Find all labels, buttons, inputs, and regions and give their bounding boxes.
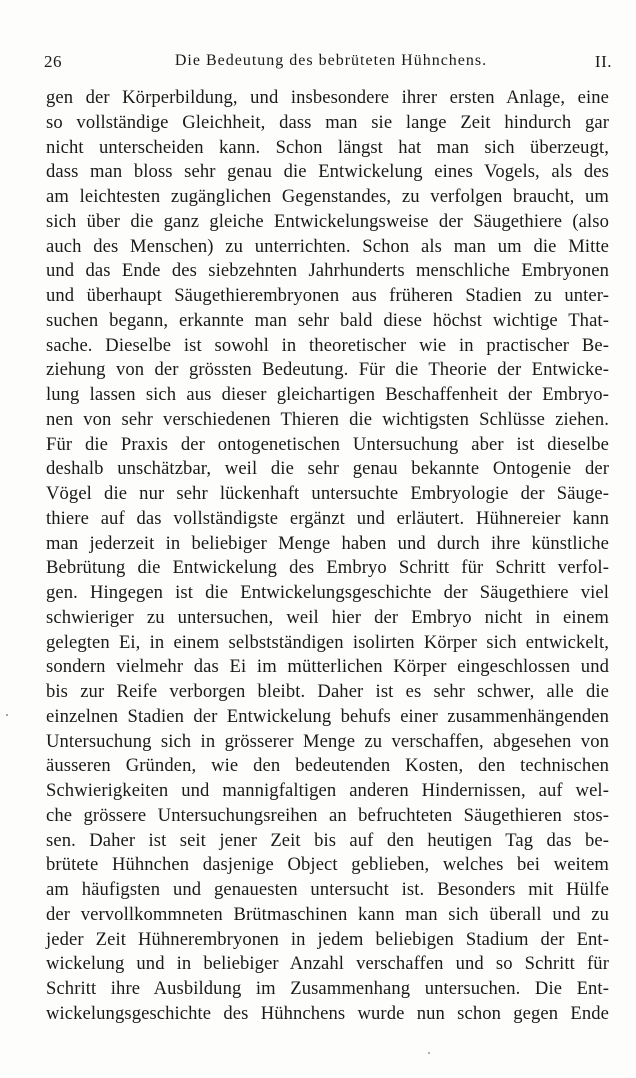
chapter-number: II. — [594, 52, 612, 71]
text-line: Bebrütung die Entwickelung des Embryo Schritt für Schritt verfol- — [46, 557, 609, 579]
text-line: dass man bloss sehr genau die Entwickelung eines Vogels, als des — [46, 161, 609, 183]
text-line: lung lassen sich aus dieser gleichartigen Beschaffenheit der Embryo- — [46, 384, 609, 405]
text-line: bis zur Reife verborgen bleibt. Daher ist es sehr schwer, alle die — [46, 681, 609, 702]
text-line: gelegten Ei, in einem selbstständigen isolirten Körper sich entwickelt, — [46, 631, 609, 653]
text-line: nen von sehr verschiedenen Thieren die wichtigsten Schlüsse ziehen. — [46, 408, 609, 430]
text-line: wickelungsgeschichte des Hühnchens wurde nun schon gegen Ende — [46, 1002, 609, 1024]
text-line: einzelnen Stadien der Entwickelung behufs einer zusammenhängenden — [46, 705, 609, 727]
text-line: Vögel die nur sehr lückenhaft untersuchte Embryologie der Säuge- — [46, 483, 609, 504]
text-line: am häufigsten und genauesten untersucht ist. Besonders mit Hülfe — [46, 879, 609, 900]
text-line: suchen begann, erkannte man sehr bald diese höchst wichtige That- — [46, 309, 609, 331]
page-number: 26 — [44, 52, 62, 71]
text-line: man jederzeit in beliebiger Menge haben und durch ihre künstliche — [46, 532, 609, 554]
text-line: jeder Zeit Hühnerembryonen in jedem beliebigen Stadium der Ent- — [46, 928, 609, 950]
text-line: sondern vielmehr das Ei im mütterlichen Körper eingeschlossen und — [46, 656, 609, 678]
text-line: schwieriger zu untersuchen, weil hier der Embryo nicht in einem — [46, 606, 609, 628]
text-line: sache. Dieselbe ist sowohl in theoretischer wie in practischer Be- — [46, 334, 609, 356]
text-line: Untersuchung sich in grösserer Menge zu verschaffen, abgesehen von — [46, 730, 609, 752]
text-line: brütete Hühnchen dasjenige Object geblieben, welches bei weitem — [46, 854, 609, 876]
running-header — [44, 52, 618, 76]
text-line: der vervollkommneten Brütmaschinen kann man sich überall und zu — [46, 903, 609, 925]
text-line: gen. Hingegen ist die Entwickelungsgeschichte der Säugethiere viel — [46, 582, 609, 603]
text-line: äusseren Gründen, wie den bedeutenden Kosten, den technischen — [46, 755, 609, 777]
text-line: ziehung von der grössten Bedeutung. Für die Theorie der Entwicke- — [46, 359, 609, 381]
text-line: Für die Praxis der ontogenetischen Untersuchung aber ist dieselbe — [46, 433, 609, 455]
text-line: so vollständige Gleichheit, dass man sie lange Zeit hindurch gar — [46, 111, 609, 133]
text-line: deshalb unschätzbar, weil die sehr genau bekannte Ontogenie der — [46, 458, 609, 480]
text-line: wickelung und in beliebiger Anzahl verschaffen und so Schritt für — [46, 953, 609, 975]
text-line: Schritt ihre Ausbildung im Zusammenhang untersuchen. Die Ent- — [46, 978, 609, 999]
text-line: auch des Menschen) zu unterrichten. Schon als man um die Mitte — [46, 235, 609, 257]
text-line: che grössere Untersuchungsreihen an befruchteten Säugethieren stos- — [46, 804, 609, 826]
scan-speck — [6, 714, 8, 716]
text-line: und überhaupt Säugethierembryonen aus früheren Stadien zu unter- — [46, 285, 609, 306]
text-line: Schwierigkeiten und mannigfaltigen anderen Hindernissen, auf wel- — [46, 780, 609, 801]
text-line: gen der Körperbildung, und insbesondere ihrer ersten Anlage, eine — [46, 87, 609, 108]
scan-speck — [428, 1052, 430, 1054]
body-text — [46, 86, 609, 1027]
text-line: thiere auf das vollständigste ergänzt und erläutert. Hühnereier kann — [46, 507, 609, 529]
text-line: sich über die ganz gleiche Entwickelungsweise der Säugethiere (also — [46, 210, 609, 232]
text-line: und das Ende des siebzehnten Jahrhunderts menschliche Embryonen — [46, 260, 609, 282]
text-line: am leichtesten zugänglichen Gegenstandes, zu verfolgen braucht, um — [46, 186, 609, 207]
running-title: Die Bedeutung des bebrüteten Hühnchens. — [174, 52, 488, 69]
text-line: nicht unterscheiden kann. Schon längst hat man sich überzeugt, — [46, 136, 609, 158]
text-line: sen. Daher ist seit jener Zeit bis auf den heutigen Tag das be- — [46, 829, 609, 851]
